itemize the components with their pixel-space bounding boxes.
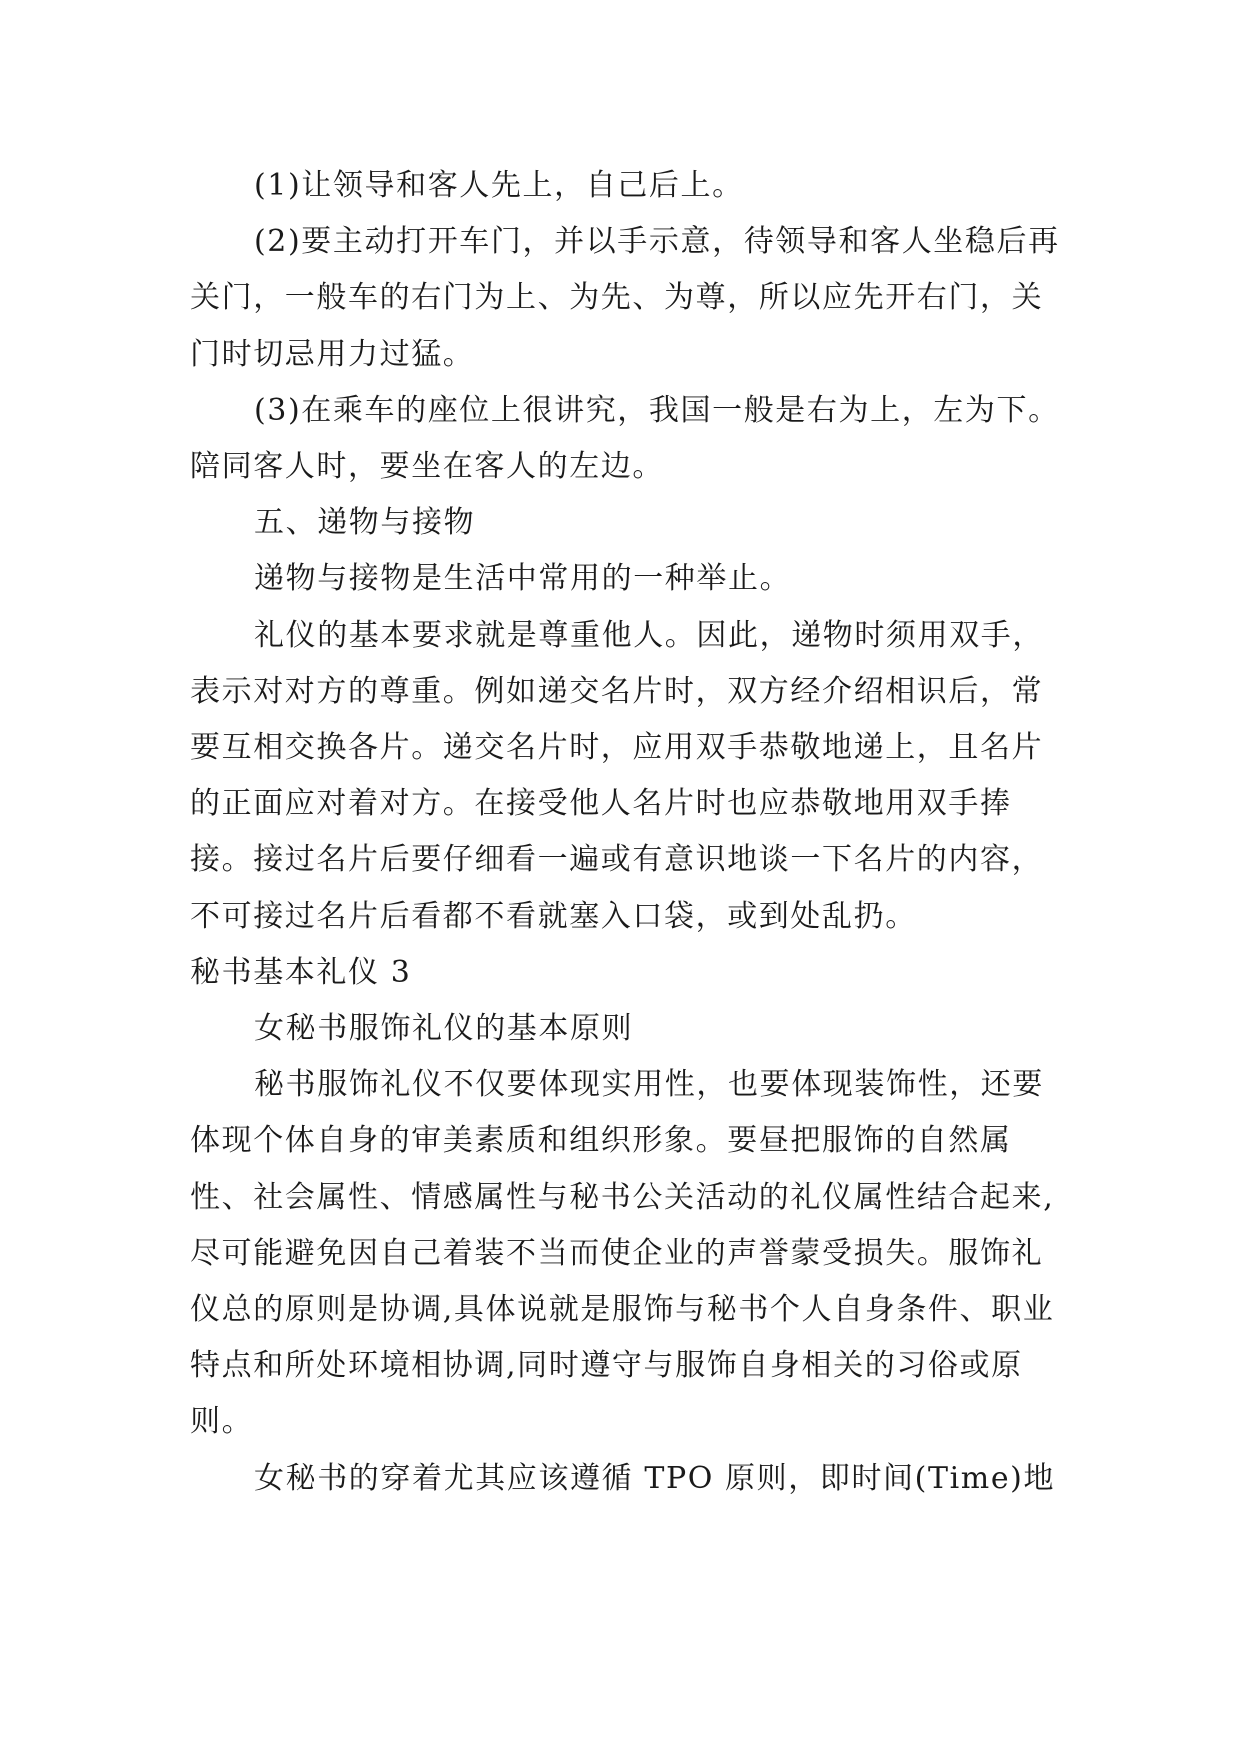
subheading: 女秘书服饰礼仪的基本原则 xyxy=(254,1011,634,1047)
paragraph-1: (1)让领导和客人先上，自己后上。 xyxy=(254,168,744,203)
document-body xyxy=(190,158,1060,1507)
paragraph-3: (3)在乘车的座位上很讲究，我国一般是右为上，左为下。陪同客人时，要坐在客人的左边。 xyxy=(190,392,1060,485)
paragraph-5: 礼仪的基本要求就是尊重他人。因此，递物时须用双手，表示对对方的尊重。例如递交名片时，双方经介绍相识后，常要互相交换各片。递交名片时，应用双手恭敬地递上，且名片的正面应对着对方。在接受他人名片时也应恭敬地用双手捧接。接过名片后要仔细看一遍或有意识地谈一下名片的内容，不可接过名片后看都不看就塞入口袋，或到处乱扔。 xyxy=(190,617,1044,934)
paragraph-6: 秘书服饰礼仪不仅要体现实用性，也要体现装饰性，还要体现个体自身的审美素质和组织形象。要昼把服饰的自然属性、社会属性、情感属性与秘书公关活动的礼仪属性结合起来,尽可能避免因自己着装不当而使企业的声誉蒙受损失。服饰礼仪总的原则是协调,具体说就是服饰与秘书个人自身条件、职业特点和所处环境相协调,同时遵守与服饰自身相关的习俗或原则。 xyxy=(190,1067,1055,1440)
article-title: 秘书基本礼仪 3 xyxy=(190,954,412,990)
paragraph-2: (2)要主动打开车门，并以手示意，待领导和客人坐稳后再关门，一般车的右门为上、为先、为尊，所以应先开右门，关门时切忌用力过猛。 xyxy=(190,224,1060,372)
section-heading-5: 五、递物与接物 xyxy=(254,505,476,541)
paragraph-7: 女秘书的穿着尤其应该遵循 TPO 原则，即时间(Time)地 xyxy=(254,1460,1056,1496)
paragraph-4: 递物与接物是生活中常用的一种举止。 xyxy=(254,561,792,597)
